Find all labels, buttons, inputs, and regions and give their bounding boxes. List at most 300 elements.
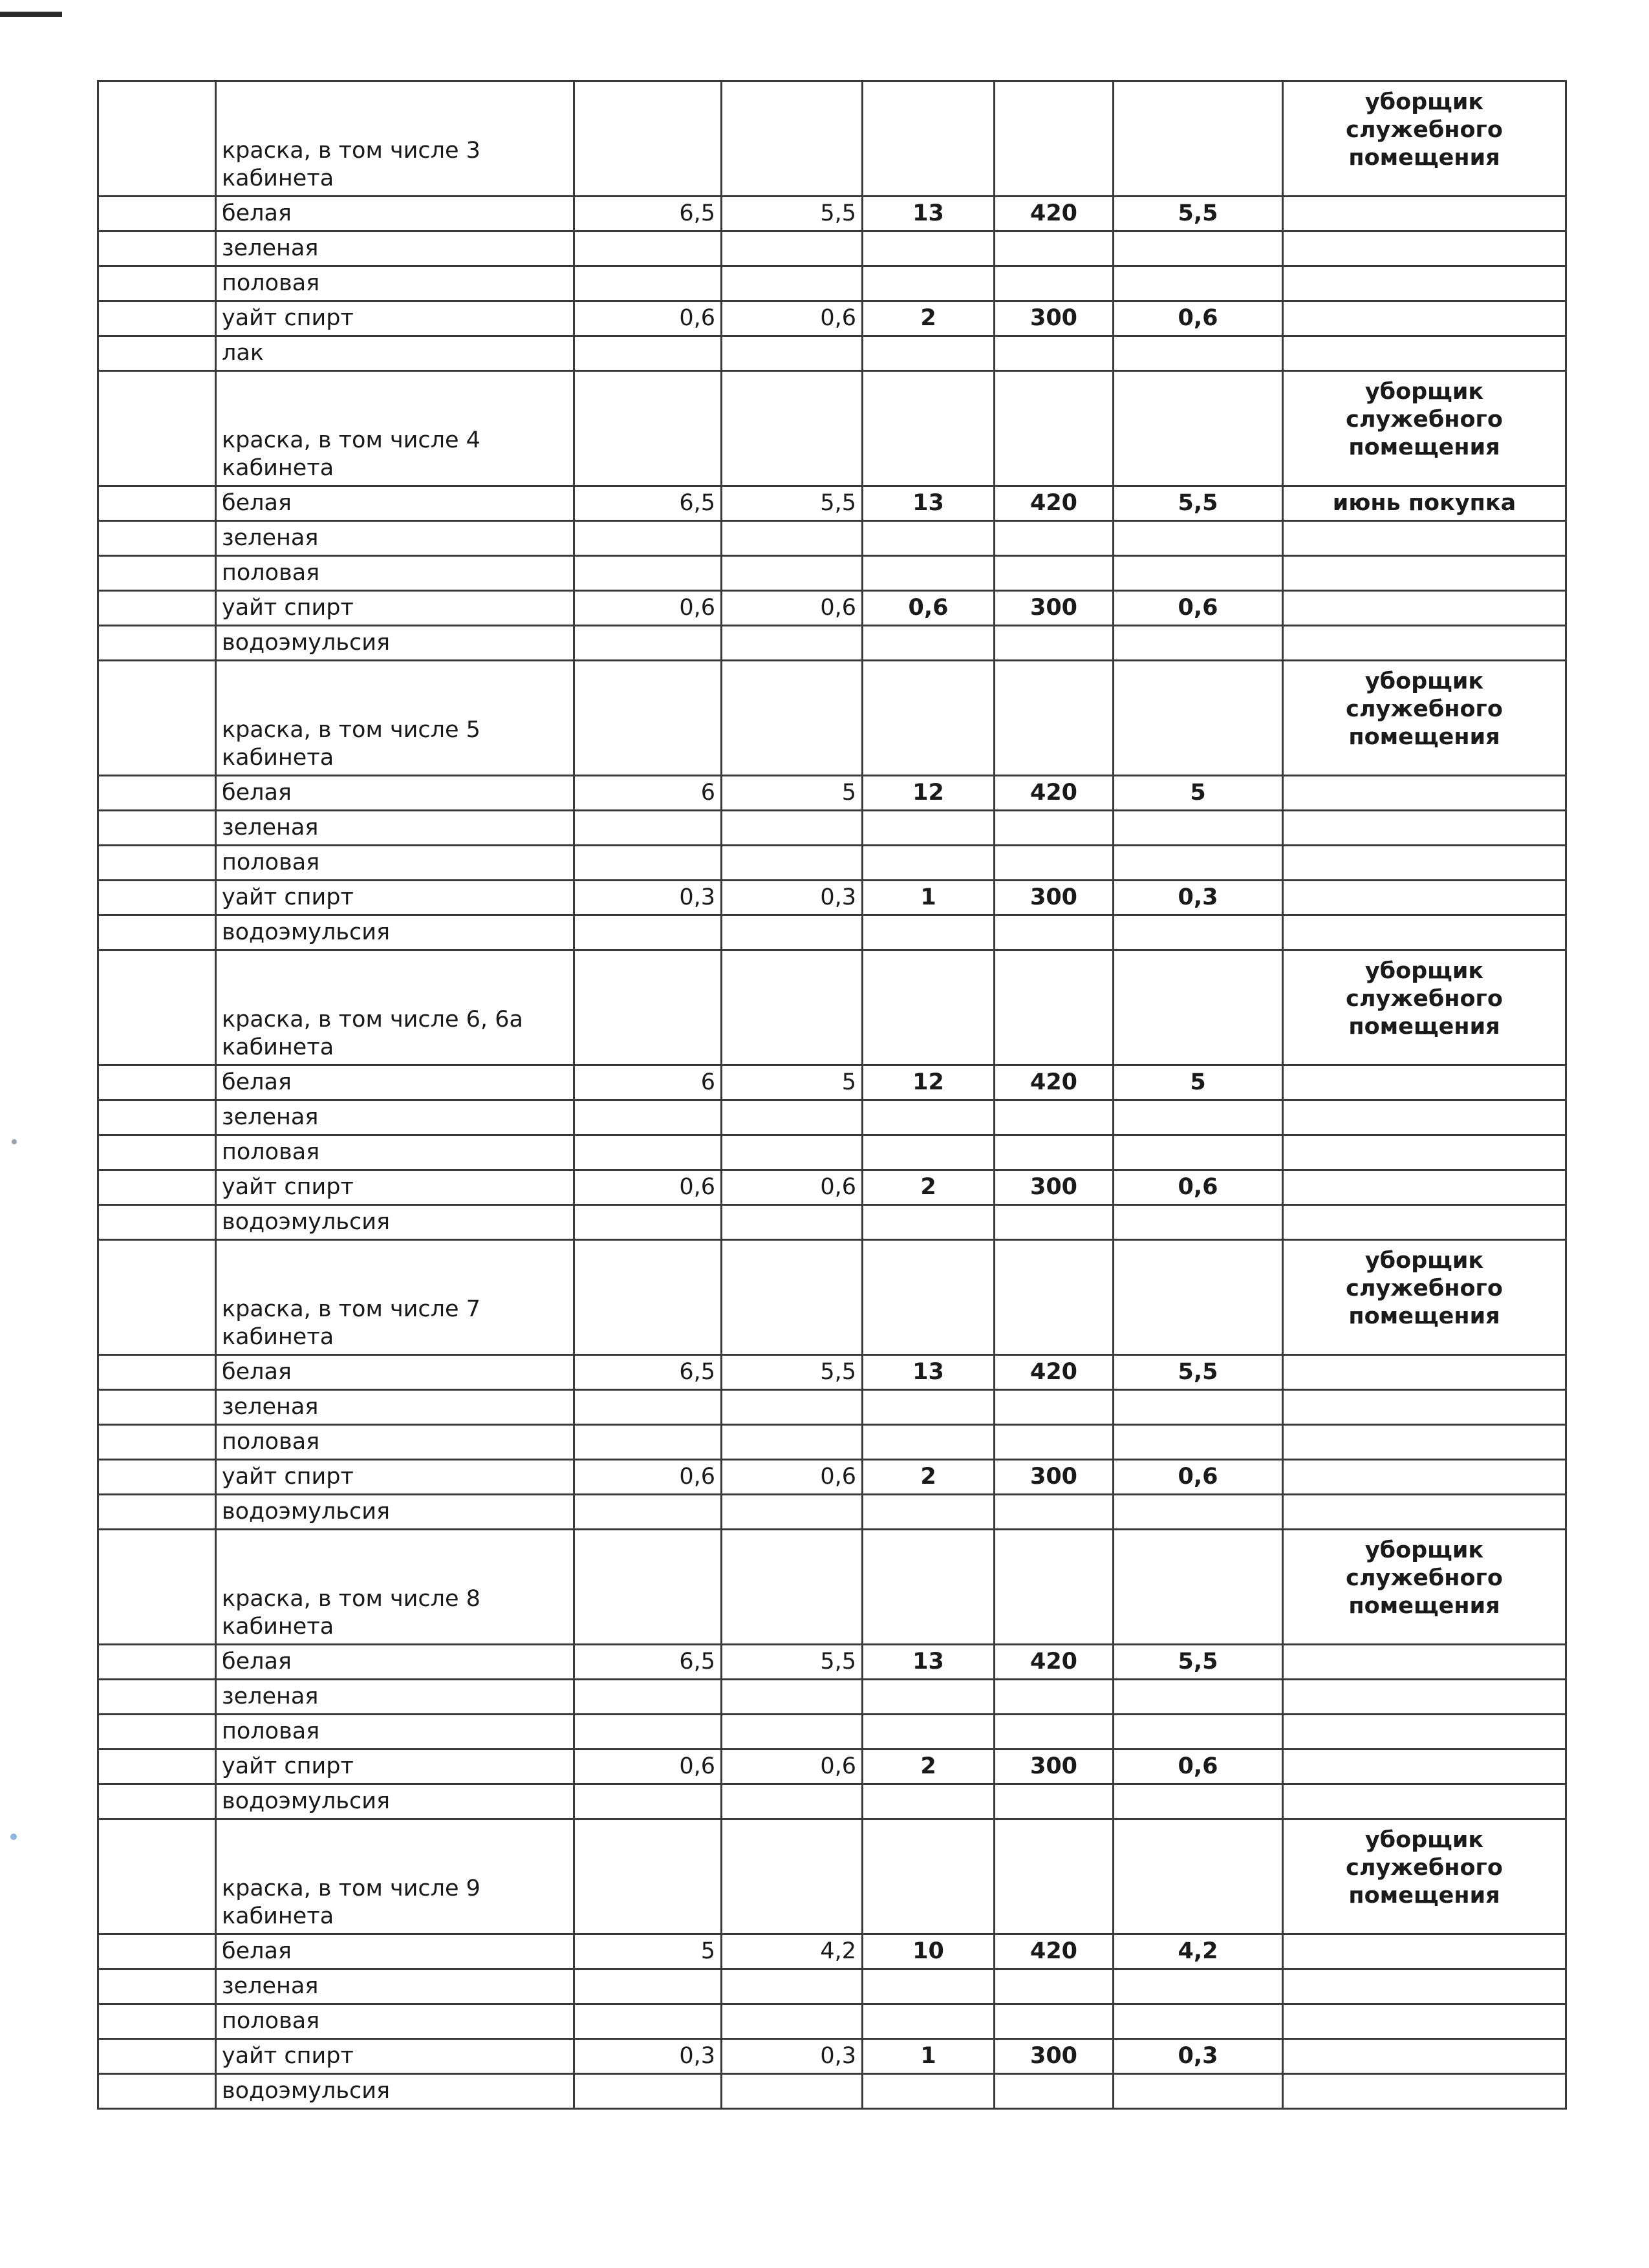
- value-cell-2: [722, 231, 863, 266]
- index-cell: [98, 1645, 216, 1680]
- note-cell: [1283, 1135, 1566, 1170]
- index-cell: [98, 1240, 216, 1355]
- note-cell: [1283, 811, 1566, 846]
- index-cell: [98, 661, 216, 776]
- value-cell-1: [574, 626, 722, 661]
- index-cell: [98, 1819, 216, 1934]
- note-cell: [1283, 1355, 1566, 1390]
- section-header-row: [98, 1530, 1566, 1645]
- empty-cell: [1114, 1530, 1283, 1645]
- note-cell: [1283, 1969, 1566, 2004]
- index-cell: [98, 231, 216, 266]
- responsible-cell: уборщик служебного помещения: [1283, 950, 1566, 1065]
- index-cell: [98, 811, 216, 846]
- table-row: [98, 1969, 1566, 2004]
- value-cell-3: [863, 1205, 995, 1240]
- value-cell-3: [863, 1969, 995, 2004]
- value-cell-5: [1114, 1969, 1283, 2004]
- value-cell-2: [722, 915, 863, 950]
- value-cell-2: 0,6: [722, 1170, 863, 1205]
- index-cell: [98, 2074, 216, 2109]
- index-cell: [98, 1460, 216, 1495]
- index-cell: [98, 591, 216, 626]
- responsible-cell: уборщик служебного помещения: [1283, 371, 1566, 486]
- value-cell-3: [863, 1425, 995, 1460]
- empty-cell: [995, 1240, 1114, 1355]
- index-cell: [98, 1969, 216, 2004]
- note-cell: июнь покупка: [1283, 486, 1566, 521]
- value-cell-3: [863, 336, 995, 371]
- index-cell: [98, 950, 216, 1065]
- empty-cell: [863, 81, 995, 197]
- price-cell: 300: [995, 2039, 1114, 2074]
- section-header-row: [98, 81, 1566, 197]
- index-cell: [98, 1530, 216, 1645]
- price-cell: 300: [995, 881, 1114, 915]
- index-cell: [98, 336, 216, 371]
- table-row: [98, 776, 1566, 811]
- price-cell: 420: [995, 197, 1114, 231]
- note-cell: [1283, 1934, 1566, 1969]
- value-cell-2: [722, 266, 863, 301]
- table-row: [98, 521, 1566, 556]
- value-cell-3: [863, 1715, 995, 1749]
- table-row: [98, 556, 1566, 591]
- note-cell: [1283, 915, 1566, 950]
- value-cell-5: [1114, 1495, 1283, 1530]
- value-cell-1: 5: [574, 1934, 722, 1969]
- note-cell: [1283, 266, 1566, 301]
- price-cell: 300: [995, 301, 1114, 336]
- empty-cell: [574, 950, 722, 1065]
- note-cell: [1283, 1749, 1566, 1784]
- value-cell-5: [1114, 1715, 1283, 1749]
- value-cell-5: [1114, 1205, 1283, 1240]
- value-cell-1: 0,6: [574, 1460, 722, 1495]
- value-cell-1: [574, 915, 722, 950]
- item-name: половая: [216, 2004, 574, 2039]
- empty-cell: [863, 1530, 995, 1645]
- item-name: половая: [216, 1135, 574, 1170]
- item-name: водоэмульсия: [216, 626, 574, 661]
- empty-cell: [722, 1240, 863, 1355]
- value-cell-1: [574, 2074, 722, 2109]
- note-cell: [1283, 301, 1566, 336]
- note-cell: [1283, 1100, 1566, 1135]
- value-cell-1: 6: [574, 1065, 722, 1100]
- item-name: зеленая: [216, 231, 574, 266]
- value-cell-2: [722, 846, 863, 881]
- value-cell-5: 0,3: [1114, 2039, 1283, 2074]
- value-cell-2: [722, 521, 863, 556]
- note-cell: [1283, 1390, 1566, 1425]
- value-cell-2: [722, 1390, 863, 1425]
- note-cell: [1283, 197, 1566, 231]
- table-row: [98, 1135, 1566, 1170]
- value-cell-3: 2: [863, 1749, 995, 1784]
- value-cell-3: 13: [863, 486, 995, 521]
- table-row: [98, 811, 1566, 846]
- item-name: белая: [216, 1934, 574, 1969]
- index-cell: [98, 1065, 216, 1100]
- index-cell: [98, 1715, 216, 1749]
- note-cell: [1283, 591, 1566, 626]
- value-cell-1: [574, 231, 722, 266]
- index-cell: [98, 81, 216, 197]
- value-cell-3: 13: [863, 1355, 995, 1390]
- note-cell: [1283, 846, 1566, 881]
- price-cell: [995, 1390, 1114, 1425]
- empty-cell: [995, 950, 1114, 1065]
- note-cell: [1283, 1065, 1566, 1100]
- section-title: краска, в том числе 4 кабинета: [216, 371, 574, 486]
- price-cell: [995, 1205, 1114, 1240]
- item-name: водоэмульсия: [216, 915, 574, 950]
- index-cell: [98, 1205, 216, 1240]
- value-cell-5: [1114, 2004, 1283, 2039]
- value-cell-5: 5: [1114, 776, 1283, 811]
- item-name: водоэмульсия: [216, 2074, 574, 2109]
- value-cell-5: 5: [1114, 1065, 1283, 1100]
- empty-cell: [863, 1240, 995, 1355]
- empty-cell: [1114, 1819, 1283, 1934]
- value-cell-5: [1114, 336, 1283, 371]
- item-name: половая: [216, 266, 574, 301]
- table-row: [98, 1749, 1566, 1784]
- value-cell-5: [1114, 811, 1283, 846]
- item-name: половая: [216, 1425, 574, 1460]
- table-row: [98, 1100, 1566, 1135]
- value-cell-3: 10: [863, 1934, 995, 1969]
- value-cell-1: 6,5: [574, 486, 722, 521]
- table-row: [98, 197, 1566, 231]
- responsible-cell: уборщик служебного помещения: [1283, 81, 1566, 197]
- item-name: уайт спирт: [216, 2039, 574, 2074]
- value-cell-5: [1114, 1425, 1283, 1460]
- value-cell-5: 0,6: [1114, 1749, 1283, 1784]
- value-cell-3: 0,6: [863, 591, 995, 626]
- value-cell-1: 0,6: [574, 301, 722, 336]
- empty-cell: [1114, 81, 1283, 197]
- value-cell-5: [1114, 1680, 1283, 1715]
- table-row: [98, 1715, 1566, 1749]
- responsible-cell: уборщик служебного помещения: [1283, 1819, 1566, 1934]
- table-row: [98, 1784, 1566, 1819]
- table-row: [98, 231, 1566, 266]
- item-name: белая: [216, 197, 574, 231]
- note-cell: [1283, 2004, 1566, 2039]
- scan-speck: [12, 1139, 17, 1144]
- value-cell-2: 0,6: [722, 1749, 863, 1784]
- value-cell-2: [722, 811, 863, 846]
- price-cell: [995, 1969, 1114, 2004]
- index-cell: [98, 486, 216, 521]
- value-cell-5: [1114, 266, 1283, 301]
- value-cell-3: 2: [863, 1170, 995, 1205]
- value-cell-1: 0,3: [574, 2039, 722, 2074]
- value-cell-5: [1114, 521, 1283, 556]
- table-row: [98, 1495, 1566, 1530]
- value-cell-2: [722, 1495, 863, 1530]
- price-cell: 300: [995, 1460, 1114, 1495]
- note-cell: [1283, 1425, 1566, 1460]
- index-cell: [98, 776, 216, 811]
- item-name: уайт спирт: [216, 591, 574, 626]
- item-name: лак: [216, 336, 574, 371]
- empty-cell: [722, 950, 863, 1065]
- note-cell: [1283, 336, 1566, 371]
- materials-table: [97, 80, 1567, 2110]
- index-cell: [98, 1934, 216, 1969]
- section-title: краска, в том числе 3 кабинета: [216, 81, 574, 197]
- value-cell-3: [863, 1784, 995, 1819]
- value-cell-5: 0,6: [1114, 1170, 1283, 1205]
- value-cell-3: [863, 915, 995, 950]
- value-cell-5: [1114, 1100, 1283, 1135]
- value-cell-2: 0,3: [722, 881, 863, 915]
- index-cell: [98, 2004, 216, 2039]
- index-cell: [98, 266, 216, 301]
- value-cell-3: [863, 1680, 995, 1715]
- note-cell: [1283, 1460, 1566, 1495]
- table-row: [98, 2039, 1566, 2074]
- value-cell-2: [722, 1425, 863, 1460]
- value-cell-1: [574, 1784, 722, 1819]
- value-cell-5: [1114, 915, 1283, 950]
- empty-cell: [863, 950, 995, 1065]
- index-cell: [98, 846, 216, 881]
- index-cell: [98, 1784, 216, 1819]
- table-row: [98, 336, 1566, 371]
- item-name: зеленая: [216, 1100, 574, 1135]
- value-cell-2: 4,2: [722, 1934, 863, 1969]
- value-cell-5: 5,5: [1114, 197, 1283, 231]
- value-cell-3: [863, 1135, 995, 1170]
- value-cell-1: [574, 556, 722, 591]
- value-cell-5: [1114, 556, 1283, 591]
- index-cell: [98, 1495, 216, 1530]
- empty-cell: [574, 1240, 722, 1355]
- empty-cell: [574, 371, 722, 486]
- price-cell: 420: [995, 1934, 1114, 1969]
- value-cell-3: 2: [863, 1460, 995, 1495]
- value-cell-2: [722, 2004, 863, 2039]
- value-cell-1: [574, 1495, 722, 1530]
- item-name: белая: [216, 1645, 574, 1680]
- item-name: уайт спирт: [216, 1460, 574, 1495]
- value-cell-2: 5,5: [722, 1645, 863, 1680]
- item-name: белая: [216, 776, 574, 811]
- value-cell-3: [863, 1495, 995, 1530]
- value-cell-1: [574, 266, 722, 301]
- value-cell-5: [1114, 626, 1283, 661]
- value-cell-1: [574, 2004, 722, 2039]
- section-title: краска, в том числе 9 кабинета: [216, 1819, 574, 1934]
- value-cell-1: [574, 1135, 722, 1170]
- note-cell: [1283, 1715, 1566, 1749]
- empty-cell: [863, 661, 995, 776]
- index-cell: [98, 301, 216, 336]
- index-cell: [98, 1680, 216, 1715]
- price-cell: [995, 521, 1114, 556]
- price-cell: 420: [995, 1065, 1114, 1100]
- table-row: [98, 1460, 1566, 1495]
- value-cell-2: 0,6: [722, 591, 863, 626]
- index-cell: [98, 1425, 216, 1460]
- item-name: белая: [216, 486, 574, 521]
- value-cell-1: [574, 1680, 722, 1715]
- value-cell-5: 0,6: [1114, 1460, 1283, 1495]
- note-cell: [1283, 626, 1566, 661]
- price-cell: 300: [995, 1170, 1114, 1205]
- item-name: уайт спирт: [216, 881, 574, 915]
- index-cell: [98, 1170, 216, 1205]
- empty-cell: [1114, 1240, 1283, 1355]
- item-name: водоэмульсия: [216, 1784, 574, 1819]
- price-cell: [995, 626, 1114, 661]
- value-cell-5: 4,2: [1114, 1934, 1283, 1969]
- note-cell: [1283, 1784, 1566, 1819]
- note-cell: [1283, 2074, 1566, 2109]
- value-cell-1: 0,3: [574, 881, 722, 915]
- value-cell-3: [863, 521, 995, 556]
- price-cell: [995, 915, 1114, 950]
- value-cell-3: 13: [863, 197, 995, 231]
- index-cell: [98, 915, 216, 950]
- value-cell-2: [722, 1680, 863, 1715]
- table-row: [98, 1170, 1566, 1205]
- value-cell-3: 12: [863, 776, 995, 811]
- item-name: зеленая: [216, 521, 574, 556]
- price-cell: [995, 1784, 1114, 1819]
- note-cell: [1283, 881, 1566, 915]
- item-name: водоэмульсия: [216, 1205, 574, 1240]
- value-cell-1: [574, 521, 722, 556]
- price-cell: [995, 231, 1114, 266]
- value-cell-2: 5,5: [722, 486, 863, 521]
- index-cell: [98, 1100, 216, 1135]
- price-cell: 300: [995, 1749, 1114, 1784]
- value-cell-1: [574, 1100, 722, 1135]
- item-name: зеленая: [216, 1390, 574, 1425]
- value-cell-2: [722, 1205, 863, 1240]
- empty-cell: [863, 1819, 995, 1934]
- index-cell: [98, 521, 216, 556]
- empty-cell: [995, 81, 1114, 197]
- value-cell-1: [574, 1715, 722, 1749]
- index-cell: [98, 1355, 216, 1390]
- price-cell: [995, 556, 1114, 591]
- item-name: уайт спирт: [216, 301, 574, 336]
- empty-cell: [1114, 661, 1283, 776]
- item-name: зеленая: [216, 1680, 574, 1715]
- table-row: [98, 1390, 1566, 1425]
- value-cell-3: [863, 231, 995, 266]
- item-name: зеленая: [216, 811, 574, 846]
- empty-cell: [1114, 371, 1283, 486]
- note-cell: [1283, 231, 1566, 266]
- table-row: [98, 881, 1566, 915]
- item-name: белая: [216, 1065, 574, 1100]
- value-cell-3: 2: [863, 301, 995, 336]
- empty-cell: [574, 1819, 722, 1934]
- value-cell-2: [722, 1969, 863, 2004]
- empty-cell: [995, 1530, 1114, 1645]
- price-cell: [995, 1495, 1114, 1530]
- note-cell: [1283, 776, 1566, 811]
- table-row: [98, 846, 1566, 881]
- table-row: [98, 1355, 1566, 1390]
- value-cell-5: 5,5: [1114, 1355, 1283, 1390]
- value-cell-2: 0,3: [722, 2039, 863, 2074]
- value-cell-2: 5: [722, 1065, 863, 1100]
- price-cell: [995, 2004, 1114, 2039]
- note-cell: [1283, 1205, 1566, 1240]
- value-cell-5: [1114, 1135, 1283, 1170]
- value-cell-2: [722, 2074, 863, 2109]
- value-cell-3: [863, 846, 995, 881]
- index-cell: [98, 881, 216, 915]
- price-cell: [995, 811, 1114, 846]
- index-cell: [98, 1135, 216, 1170]
- item-name: белая: [216, 1355, 574, 1390]
- value-cell-5: [1114, 231, 1283, 266]
- value-cell-1: [574, 846, 722, 881]
- empty-cell: [1114, 950, 1283, 1065]
- price-cell: 420: [995, 776, 1114, 811]
- table-row: [98, 266, 1566, 301]
- responsible-cell: уборщик служебного помещения: [1283, 1240, 1566, 1355]
- price-cell: [995, 336, 1114, 371]
- value-cell-1: [574, 336, 722, 371]
- price-cell: [995, 1425, 1114, 1460]
- table-row: [98, 2074, 1566, 2109]
- value-cell-1: [574, 1390, 722, 1425]
- price-cell: 420: [995, 486, 1114, 521]
- price-cell: [995, 1100, 1114, 1135]
- value-cell-1: [574, 1205, 722, 1240]
- index-cell: [98, 1390, 216, 1425]
- index-cell: [98, 2039, 216, 2074]
- table-row: [98, 1680, 1566, 1715]
- value-cell-2: [722, 1100, 863, 1135]
- price-cell: 420: [995, 1645, 1114, 1680]
- section-title: краска, в том числе 6, 6а кабинета: [216, 950, 574, 1065]
- index-cell: [98, 626, 216, 661]
- index-cell: [98, 556, 216, 591]
- empty-cell: [863, 371, 995, 486]
- note-cell: [1283, 521, 1566, 556]
- value-cell-2: [722, 336, 863, 371]
- empty-cell: [722, 1530, 863, 1645]
- empty-cell: [722, 371, 863, 486]
- table-row: [98, 626, 1566, 661]
- value-cell-1: 6,5: [574, 1645, 722, 1680]
- table-row: [98, 591, 1566, 626]
- section-header-row: [98, 371, 1566, 486]
- value-cell-5: 0,6: [1114, 591, 1283, 626]
- value-cell-3: 13: [863, 1645, 995, 1680]
- value-cell-3: [863, 266, 995, 301]
- value-cell-1: [574, 1425, 722, 1460]
- section-header-row: [98, 661, 1566, 776]
- price-cell: [995, 1680, 1114, 1715]
- value-cell-1: 6,5: [574, 197, 722, 231]
- value-cell-3: [863, 811, 995, 846]
- value-cell-2: [722, 626, 863, 661]
- section-header-row: [98, 1819, 1566, 1934]
- value-cell-1: 6: [574, 776, 722, 811]
